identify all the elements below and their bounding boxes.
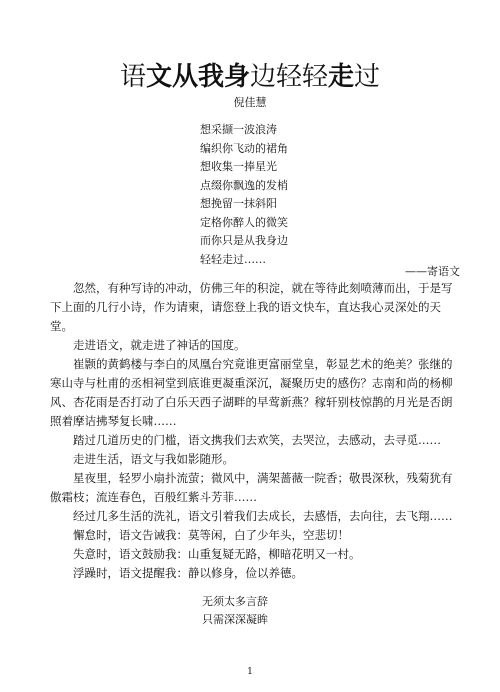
poem-line: 而你只是从我身边 <box>200 234 288 247</box>
title-part-4: 走 <box>328 62 355 92</box>
author-name: 倪佳慧 <box>233 96 267 109</box>
closing-line: 无须太多言辞 <box>202 595 268 608</box>
essay-paragraph: 忽然，有种写诗的冲动，仿佛三年的积淀，就在等待此刻喷薄而出，于是写下上面的几行小诗，作为请柬，请您登上我的语文快车，直达我心灵深处的天堂。 <box>50 281 453 333</box>
closing-verse <box>202 593 352 629</box>
essay-paragraph: 经过几多生活的洗礼，语文引着我们去成长，去感悟，去向往，去飞翔…… <box>73 509 453 523</box>
essay-paragraph: 星夜里，轻罗小扇扑流萤；微风中，满架蔷薇一院香；敬畏深秋，残菊犹有傲霜枝；流连春色，百般红紫斗芳菲…… <box>50 471 453 504</box>
poem-dedication: ——寄语文 <box>405 265 460 278</box>
essay-paragraph: 浮躁时，语文提醒我：静以修身，俭以养德。 <box>73 566 303 580</box>
closing-line: 只需深深凝眸 <box>202 613 268 626</box>
title-part-5: 过 <box>354 62 381 92</box>
essay-paragraph: 走进语文，就走进了神话的国度。 <box>73 338 246 352</box>
poem-line: 编织你飞动的裙角 <box>200 141 288 155</box>
title-part-1: 语 <box>119 62 146 92</box>
essay-paragraph: 崔颢的黄鹤楼与李白的凤凰台究竟谁更富丽堂皇，彰显艺术的绝美？张继的寒山寺与杜甫的丞相祠堂到底谁更凝重深沉，凝聚历史的感伤？志南和尚的杨柳风、杏花雨是否打动了白乐天西子湖畔的早莺新燕？稼轩别枝惊鹊的月光是否朗照着摩诘拂琴复长啸…… <box>50 357 453 428</box>
essay-paragraph: 踏过几道历史的门槛，语文携我们去欢笑，去哭泣，去感动，去寻觅…… <box>73 433 441 447</box>
poem-line: 想收集一捧星光 <box>200 160 277 173</box>
poem-line: 想挽留一抹斜阳 <box>200 197 277 210</box>
poem-line: 点缀你飘逸的发梢 <box>200 178 288 192</box>
essay-body <box>50 279 462 583</box>
essay-paragraph: 走进生活，语文与我如影随形。 <box>73 452 234 466</box>
page-title <box>0 60 500 94</box>
poem-line: 想采撷一波浪涛 <box>200 123 277 136</box>
poem-line: 定格你醉人的微笑 <box>200 215 288 229</box>
essay-paragraph: 失意时，语文鼓励我：山重复疑无路，柳暗花明又一村。 <box>73 547 361 561</box>
title-part-2: 文从我身 <box>145 62 250 92</box>
essay-paragraph: 懈怠时，语文告诫我：莫等闲，白了少年头，空悲切！ <box>73 528 349 542</box>
poem-block <box>200 121 400 269</box>
page-number: 1 <box>247 667 253 677</box>
title-part-3: 边轻轻 <box>249 62 328 92</box>
poem-line: 轻轻走过…… <box>200 252 266 266</box>
